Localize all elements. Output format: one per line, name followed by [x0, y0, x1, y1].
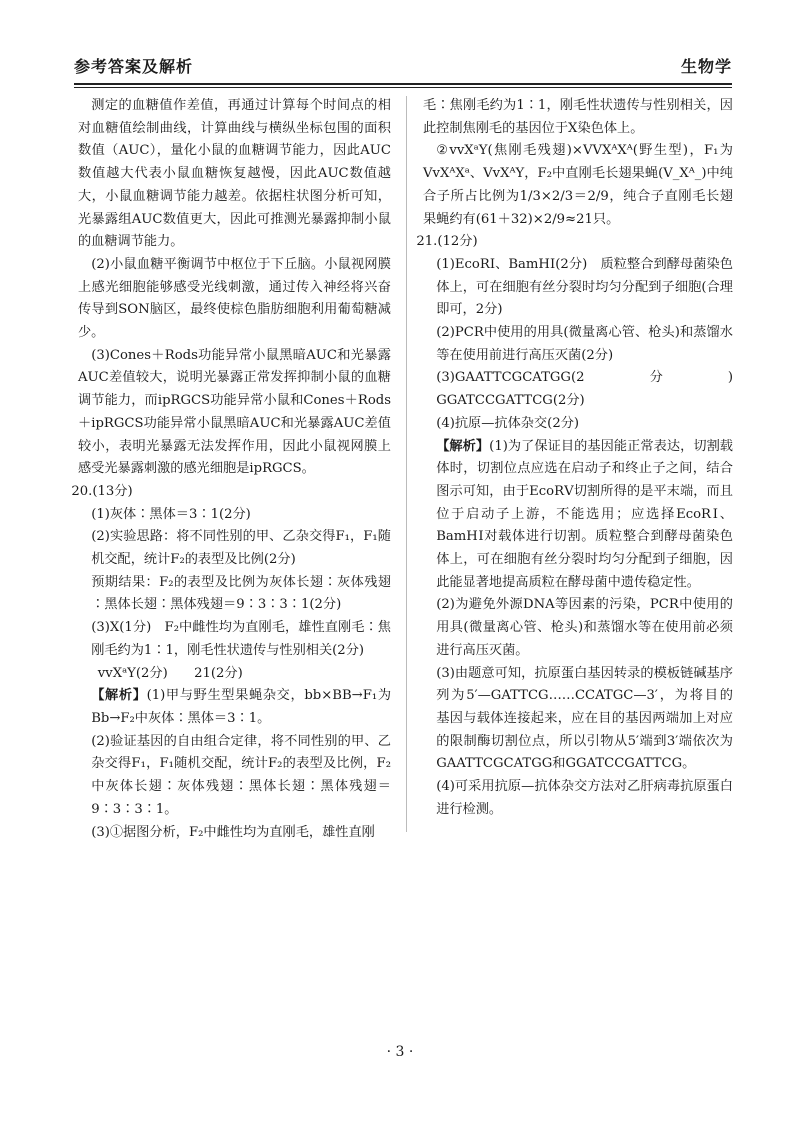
answer-item: (3)X(1分) F₂中雌性均为直刚毛，雄性直刚毛∶焦刚毛约为1∶1，刚毛性状遗传与性别相关(2分) [91, 620, 391, 658]
header-subject: 生物学 [680, 57, 732, 76]
answer-item: (4)抗原—抗体杂交(2分) [436, 415, 580, 431]
paragraph: (3)Cones＋Rods功能异常小鼠黑暗AUC和光暴露AUC差值较大，说明光暴露正常发挥抑制小鼠的血糖调节能力，而ipRGCS功能异常小鼠和Cones＋Rods＋ipRGCS功能异常小鼠黑暗AUC和光暴露AUC差值较小，表明光暴露无法发挥作用，因此小鼠视网膜上感受光暴露刺激的感光细胞是ipRGCS。 [78, 347, 391, 477]
right-column [416, 95, 747, 822]
analysis-text: (1)甲与野生型果蝇杂交，bb×BB→F₁为Bb→F₂中灰体∶黑体＝3∶1。 [91, 688, 392, 726]
analysis-paragraph: (2)为避免外源DNA等因素的污染，PCR中使用的用具(微量离心管、枪头)和蒸馏水等在使用前必须进行高压灭菌。 [436, 597, 733, 658]
answer-item: (2)实验思路：将不同性别的甲、乙杂交得F₁，F₁随机交配，统计F₂的表型及比例(2分) [91, 529, 391, 568]
answer-item: (1)灰体∶黑体＝3∶1(2分) [91, 506, 251, 522]
analysis-paragraph: (3)由题意可知，抗原蛋白基因转录的模板链碱基序列为5′—GATTCG……CCATGC—3′，为将目的基因与载体连接起来，应在目的基因两端加上对应的限制酶切割位点，所以引物从5′端到3′端依次为GAATTCGCATGG和GGATCCGATTCG。 [436, 665, 733, 772]
answer-item: (3)GAATTCGCATGG(2分) GGATCCGATTCG(2分) [436, 370, 747, 409]
page-number: · 3 · [386, 1044, 414, 1060]
left-column [71, 95, 392, 844]
analysis-paragraph: (2)验证基因的自由组合定律，将不同性别的甲、乙杂交得F₁，F₁随机交配，统计F₂的表型及比例，F₂中灰体长翅∶灰体残翅∶黑体长翅∶黑体残翅＝9∶3∶3∶1。 [91, 733, 391, 817]
answer-item: (1)EcoRⅠ、BamHⅠ(2分) 质粒整合到酵母菌染色体上，可在细胞有丝分裂时均匀分配到子细胞(合理即可，2分) [436, 256, 733, 318]
analysis-label: 【解析】 [91, 688, 147, 704]
answer-item: vvXᵃY(2分) 21(2分) [97, 665, 243, 681]
analysis-label: 【解析】 [436, 438, 490, 454]
analysis-paragraph [78, 685, 391, 730]
header-rule-thick [74, 83, 732, 85]
paragraph: ②vvXᵃY(焦刚毛残翅)×VVXᴬXᴬ(野生型)，F₁为VvXᴬXᵃ、VvXᴬY，F₂中直刚毛长翅果蝇(V_Xᴬ_)中纯合子所占比例为1/3×2/3＝2/9，纯合子直刚毛长翅果蝇约有(61＋32)×2/9≈21只。 [423, 143, 733, 227]
paragraph: 测定的血糖值作差值，再通过计算每个时间点的相对血糖值绘制曲线，计算曲线与横纵坐标包围的面积数值（AUC），量化小鼠的血糖调节能力，因此AUC数值越大代表小鼠血糖恢复越慢，因此AUC数值越大，小鼠血糖调节能力越差。依据柱状图分析可知，光暴露组AUC数值更大，因此可推测光暴露抑制小鼠的血糖调节能力。 [78, 98, 391, 250]
analysis-paragraph [423, 436, 733, 595]
column-divider [406, 96, 407, 832]
analysis-paragraph: (4)可采用抗原—抗体杂交方法对乙肝病毒抗原蛋白进行检测。 [436, 779, 733, 817]
analysis-paragraph: (3)①据图分析，F₂中雌性均为直刚毛，雄性直刚 [91, 824, 375, 840]
analysis-text: (1)为了保证目的基因能正常表达，切割载体时，切割位点应选在启动子和终止子之间，结合图示可知，由于EcoRⅤ切割所得的是平末端，而且位于启动子上游，不能选用；应选择EcoRⅠ、BamHⅠ对载体进行切割。质粒整合到酵母菌染色体上，可在细胞有丝分裂时均匀分配到子细胞，因此能显著地提高质粒在酵母菌中遗传稳定性。 [436, 438, 733, 590]
header-title: 参考答案及解析 [74, 57, 194, 76]
answer-item: 预期结果：F₂的表型及比例为灰体长翅∶灰体残翅∶黑体长翅∶黑体残翅＝9∶3∶3∶1(2分) [91, 574, 391, 613]
question-number: 20.(13分) [71, 483, 133, 499]
header-rule-thin [74, 87, 732, 88]
page-header [74, 52, 732, 82]
answer-item: (2)PCR中使用的用具(微量离心管、枪头)和蒸馏水等在使用前进行高压灭菌(2分) [436, 325, 733, 363]
paragraph: 毛∶焦刚毛约为1∶1，刚毛性状遗传与性别相关，因此控制焦刚毛的基因位于X染色体上。 [423, 98, 733, 136]
paragraph: (2)小鼠血糖平衡调节中枢位于下丘脑。小鼠视网膜上感光细胞能够感受光线刺激，通过传入神经将兴奋传导到SON脑区，最终使棕色脂肪细胞利用葡萄糖减少。 [78, 256, 391, 341]
question-number: 21.(12分) [416, 234, 478, 250]
